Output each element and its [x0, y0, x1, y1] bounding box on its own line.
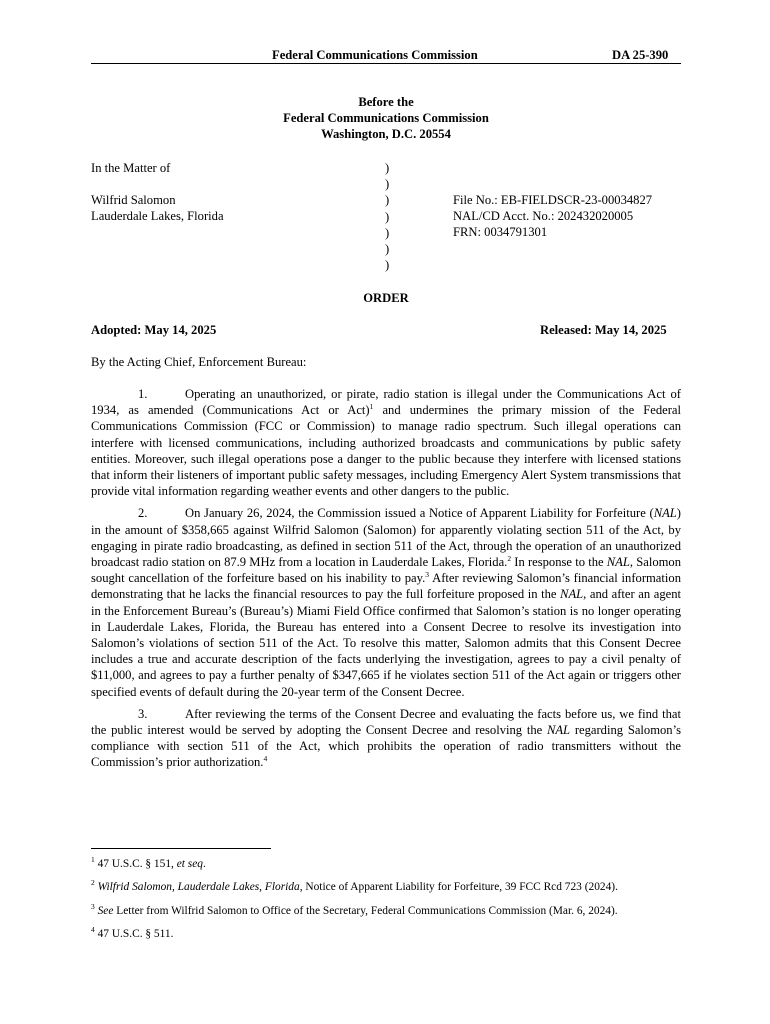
file-number: File No.: EB-FIELDSCR-23-00034827	[453, 193, 653, 207]
paragraph-text: After reviewing the terms of the Consent Decree and evaluating the facts before us, we find that the public interest would be served by adopting the Consent Decree and resolving the	[91, 706, 681, 738]
party-location: Lauderdale Lakes, Florida	[91, 209, 224, 223]
paragraph-text: and undermines the primary mission of the Federal Communications Commission (FCC or Commission) to manage radio spectrum. Such illegal operations can interfere with licensed communications, including authorized broadcasts and communications by public safety entities. Moreover, such illegal operations pose a danger to the public because they interfere with licensed stations that inform their listeners of important public safety messages, including Emergency Alert System transmissions that provide vital information regarding weather events and other dangers to the public.	[91, 403, 681, 499]
nal-reference: NAL	[653, 506, 677, 521]
footnote-3	[91, 903, 691, 919]
adopted-date: Adopted: May 14, 2025	[91, 323, 217, 337]
nal-reference: NAL	[606, 555, 630, 570]
footnote-ref: 1	[369, 402, 374, 412]
footnote-ref: 4	[263, 754, 268, 764]
footnote-1	[91, 856, 691, 872]
nal-reference: NAL	[560, 587, 584, 602]
paragraph-text: In response to the	[511, 555, 607, 570]
paragraph-text: regarding Salomon’s compliance with section 511 of the Act, which prohibits the operation of radio transmitters without the Commission’s prior authorization.	[91, 723, 681, 770]
nal-acct-number: NAL/CD Acct. No.: 202432020005	[453, 209, 634, 223]
footnote-rule	[91, 848, 271, 849]
footnote-text: 47 U.S.C. § 511.	[94, 928, 174, 940]
order-body	[91, 386, 681, 777]
header-agency: Federal Communications Commission	[272, 48, 478, 62]
footnote-mark: 2	[91, 878, 95, 888]
in-the-matter-label: In the Matter of	[91, 161, 171, 175]
paragraph-2	[91, 505, 681, 699]
footnote-text: .	[202, 858, 206, 870]
paragraph-text: , and after an agent in the Enforcement Bureau’s (Bureau’s) Miami Field Office confirmed that Salomon’s station is no longer operating in Lauderdale Lakes, Florida, the Bureau has entered into a Consent Decree to resolve its investigation into Salomon’s violations of section 511 of the Act. To resolve this matter, Salomon admits that this Consent Decree includes a true and accurate description of the facts underlying the investigation, agrees to pay a civil penalty of $11,000, and agrees to pay a further penalty of $347,665 if he violates section 511 of the Act again or triggers other specified events of default during the 20-year term of the Consent Decree.	[91, 587, 682, 699]
caption-parentheses	[385, 160, 397, 273]
paragraph-text: , Salomon sought cancellation of the forfeiture based on his inability to pay.	[91, 555, 682, 586]
paragraph-number: 3.	[138, 706, 148, 721]
footnote-italic: Wilfrid Salomon, Lauderdale Lakes, Florida	[97, 881, 300, 893]
paren: )	[385, 241, 390, 256]
caption-before: Before the	[358, 95, 414, 109]
footnote-text: 47 U.S.C. § 151,	[94, 858, 177, 870]
caption-agency: Federal Communications Commission	[283, 111, 489, 125]
footnote-ref: 2	[507, 553, 512, 563]
paren: )	[385, 225, 390, 240]
footnote-text: Letter from Wilfrid Salomon to Office of the Secretary, Federal Communications Commission (Mar. 6, 2024).	[113, 905, 618, 917]
footnote-mark: 3	[91, 902, 95, 912]
paren: )	[385, 193, 390, 208]
caption-location: Washington, D.C. 20554	[321, 127, 451, 141]
paragraph-text: ) in the amount of $358,665 against Wilfrid Salomon (Salomon) for apparently violating section 511 of the Act, by engaging in pirate radio broadcasting, as defined in section 511 of the Act, through the operation of an unauthorized broadcast radio station on 87.9 MHz from a location in Lauderdale Lakes, Florida.	[91, 506, 681, 570]
paragraph-text: On January 26, 2024, the Commission issued a Notice of Apparent Liability for Forfeiture (	[185, 506, 654, 521]
paragraph-text: Operating an unauthorized, or pirate, radio station is illegal under the Communications Act of 1934, as amended (Communications Act or Act)	[91, 387, 681, 418]
paragraph-text: After reviewing Salomon’s financial information demonstrating that he lacks the financial resources to pay the full forfeiture proposed in the	[91, 571, 681, 602]
footnote-mark: 4	[91, 925, 95, 935]
footnote-ref: 3	[425, 570, 429, 580]
paren: )	[385, 258, 390, 273]
header-doc-number: DA 25-390	[612, 48, 669, 62]
paragraph-number: 2.	[138, 506, 148, 521]
paren: )	[385, 177, 390, 192]
paren: )	[385, 209, 390, 224]
paragraph-number: 1.	[138, 387, 148, 401]
released-date: Released: May 14, 2025	[540, 323, 667, 337]
paren: )	[385, 161, 390, 175]
footnote-italic: See	[97, 905, 114, 917]
footnote-italic: et seq	[176, 858, 203, 870]
party-name: Wilfrid Salomon	[91, 193, 176, 207]
paragraph-3	[91, 706, 681, 771]
footnote-4	[91, 926, 691, 942]
footnote-text: , Notice of Apparent Liability for Forfeiture, 39 FCC Rcd 723 (2024).	[299, 881, 618, 893]
paragraph-1	[91, 386, 681, 499]
header-rule	[91, 63, 681, 64]
footnote-2	[91, 879, 691, 895]
frn-number: FRN: 0034791301	[453, 225, 548, 239]
footnote-mark: 1	[91, 855, 95, 865]
order-title: ORDER	[363, 291, 409, 305]
nal-reference: NAL	[546, 723, 571, 738]
by-line: By the Acting Chief, Enforcement Bureau:	[91, 355, 307, 369]
